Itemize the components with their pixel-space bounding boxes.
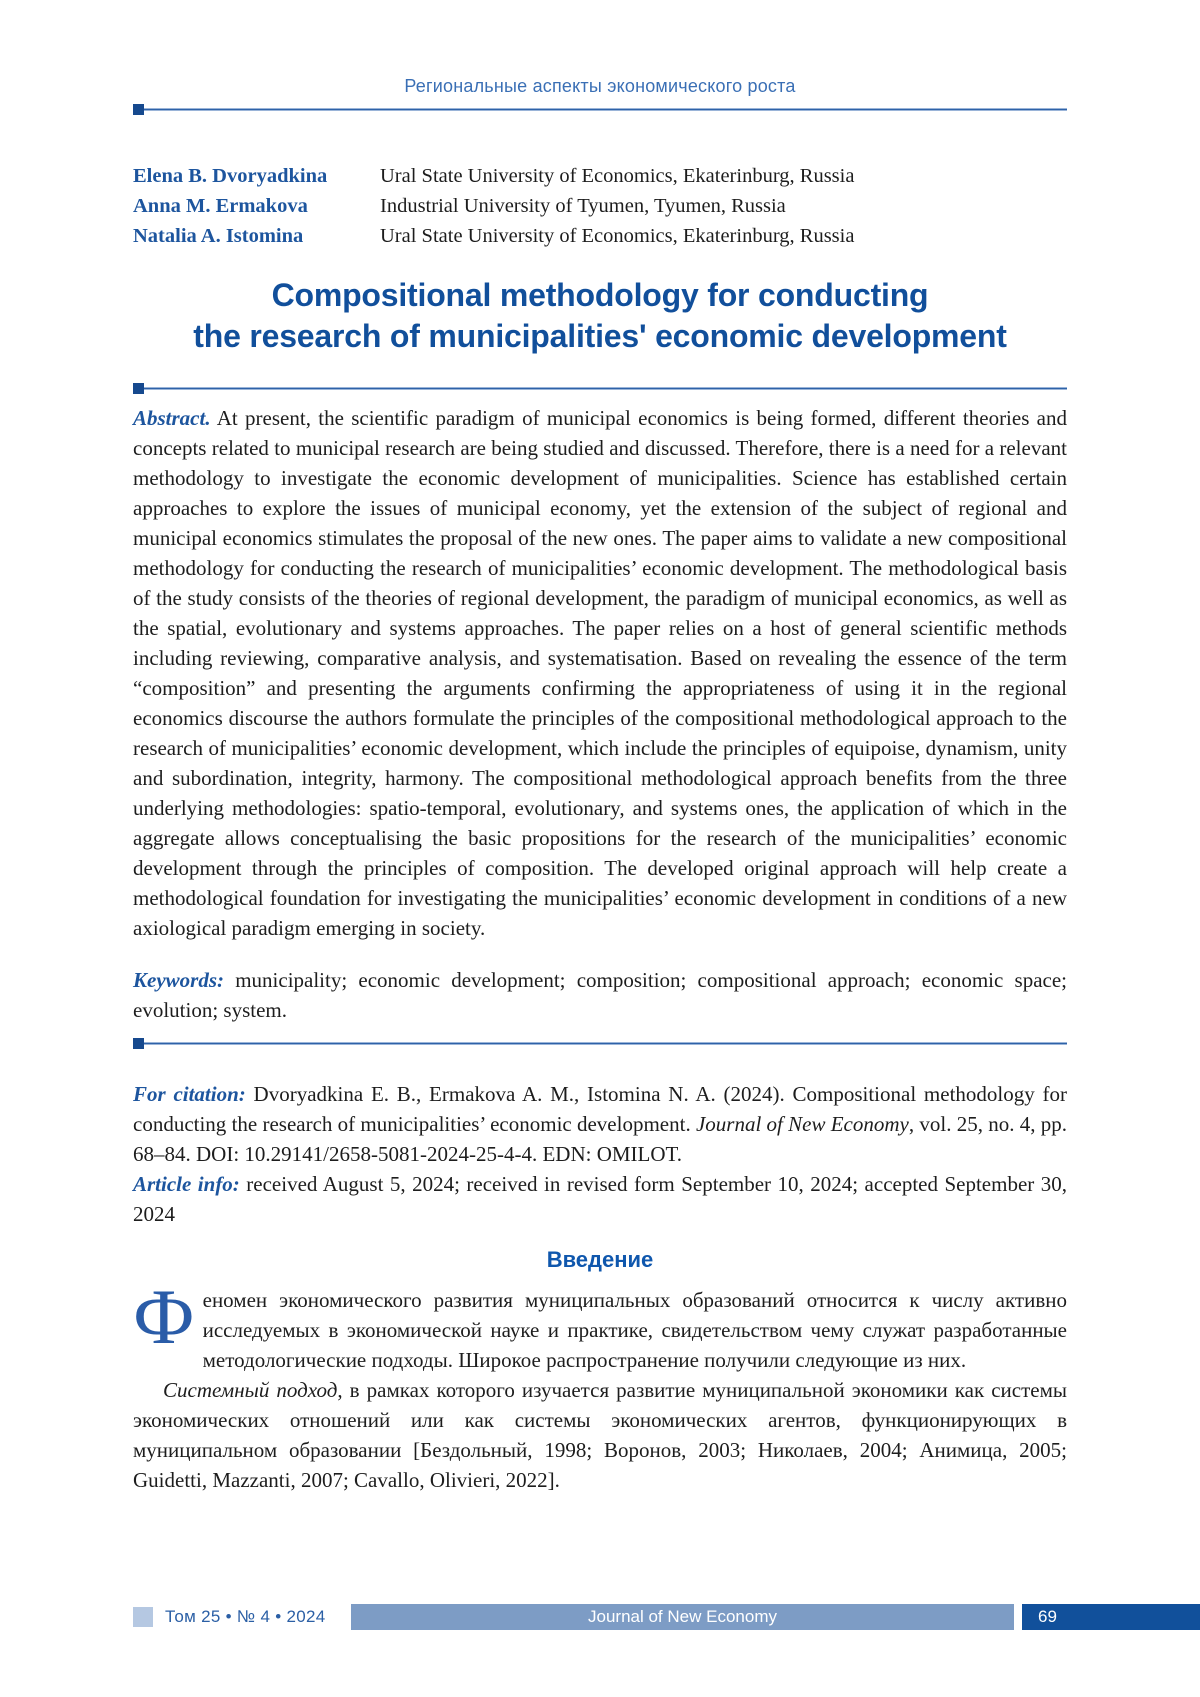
author-affiliation: Ural State University of Economics, Ekaterinburg, Russia [380, 165, 855, 187]
citation-text: Dvoryadkina E. B., Ermakova A. M., Istomina N. A. (2024). Compositional methodology for conducting the research of municipalities’ economic development. [133, 1082, 1068, 1136]
abstract-label: Abstract. [133, 406, 211, 430]
volume-marker-square-icon [133, 1607, 153, 1627]
author-row [133, 161, 1067, 191]
running-head: Региональные аспекты экономического роста [404, 76, 796, 96]
intro-paragraph-2-lead: Системный подход [163, 1378, 338, 1402]
citation-journal-name: Journal of New Economy [695, 1112, 909, 1136]
article-info [133, 1169, 1067, 1229]
divider-line [144, 108, 1067, 111]
author-name: Elena B. Dvoryadkina [133, 165, 328, 187]
intro-paragraph-2 [133, 1375, 1067, 1495]
article-info-label: Article info: [133, 1172, 240, 1196]
author-name: Anna M. Ermakova [133, 195, 308, 217]
page-number-box [1022, 1604, 1200, 1630]
intro-paragraph-1 [133, 1273, 1067, 1375]
divider-square-icon [133, 104, 144, 115]
journal-name: Journal of New Economy [588, 1607, 777, 1626]
article-title-line1: Compositional methodology for conducting [271, 277, 929, 313]
author-affiliation: Industrial University of Tyumen, Tyumen, Russia [380, 195, 786, 217]
authors-block [133, 161, 1067, 251]
keywords-label: Keywords: [133, 968, 224, 992]
citation-label: For citation: [133, 1082, 246, 1106]
page-number: 69 [1038, 1607, 1057, 1626]
divider-line [144, 387, 1067, 390]
intro-paragraph-2-text: , в рамках которого изучается развитие муниципальной экономики как системы экономических отношений или как системы экономических агентов, функционирующих в муниципальном образовании [Бездольный, 1998; Воронов, 2003; Николаев, 2004; Анимица, 2005; Guidetti, Mazzanti, 2007; Cavallo, Olivieri, 2022]. [133, 1378, 1067, 1492]
abstract-text: At present, the scientific paradigm of municipal economics is being formed, different theories and concepts related to municipal research are being studied and discussed. Therefore, there is a need for a relevant methodology to investigate the economic development of municipalities. Science has established certain approaches to explore the issues of municipal economy, yet the extension of the subject of regional and municipal economics stimulates the proposal of the new ones. The paper aims to validate a new compositional methodology for conducting the research of municipalities’ economic development. The methodological basis of the study consists of the theories of regional development, the paradigm of municipal economics, as well as the spatial, evolutionary and systems approaches. The paper relies on a host of general scientific methods including reviewing, comparative analysis, and systematisation. Based on revealing the essence of the term “composition” and presenting the arguments confirming the appropriateness of using it in the regional economics discourse the authors formulate the principles of the compositional methodological approach to the research of municipalities’ economic development, which include the principles of equipoise, dynamism, unity and subordination, integrity, harmony. The compositional methodological approach benefits from the three underlying methodologies: spatio-temporal, evolutionary, and systems ones, the application of which in the aggregate allows conceptualising the basic propositions for the research of the municipalities’ economic development through the principles of composition. The developed original approach will help create a methodological foundation for investigating the municipalities’ economic development in conditions of a new axiological paradigm emerging in society. [133, 406, 1068, 940]
citation [133, 1079, 1067, 1169]
citation-text-after: , vol. 25, no. 4, pp. 68–84. DOI: 10.29141/2658-5081-2024-25-4-4. EDN: OMILOT. [133, 1112, 1067, 1166]
citation-block [133, 1079, 1067, 1229]
drop-cap: Ф [133, 1273, 195, 1360]
article-title-line2: the research of municipalities' economic development [193, 318, 1007, 354]
keywords [133, 965, 1067, 1025]
introduction-heading: Введение [546, 1247, 654, 1272]
section-divider-top [133, 104, 1067, 115]
article-title [133, 275, 1067, 357]
section-divider-title [133, 383, 1067, 394]
author-name: Natalia A. Istomina [133, 225, 304, 247]
author-affiliation: Ural State University of Economics, Ekaterinburg, Russia [380, 225, 855, 247]
keywords-text: municipality; economic development; composition; compositional approach; economic space; evolution; system. [133, 968, 1067, 1022]
divider-square-icon [133, 383, 144, 394]
section-divider-keywords [133, 1038, 1067, 1049]
page-footer [133, 1604, 1200, 1630]
author-row [133, 191, 1067, 221]
divider-square-icon [133, 1038, 144, 1049]
intro-paragraph-1-text: еномен экономического развития муниципальных образований относится к числу активно исследуемых в экономической науке и практике, свидетельством чему служат разработанные методологические подходы. Широкое распространение получили следующие из них. [202, 1288, 1067, 1372]
author-row [133, 221, 1067, 251]
article-info-text: received August 5, 2024; received in revised form September 10, 2024; accepted September 30, 2024 [133, 1172, 1068, 1226]
volume-info: Том 25 • № 4 • 2024 [165, 1607, 326, 1626]
journal-name-bar [351, 1604, 1014, 1630]
divider-line [144, 1042, 1067, 1045]
abstract [133, 403, 1067, 943]
